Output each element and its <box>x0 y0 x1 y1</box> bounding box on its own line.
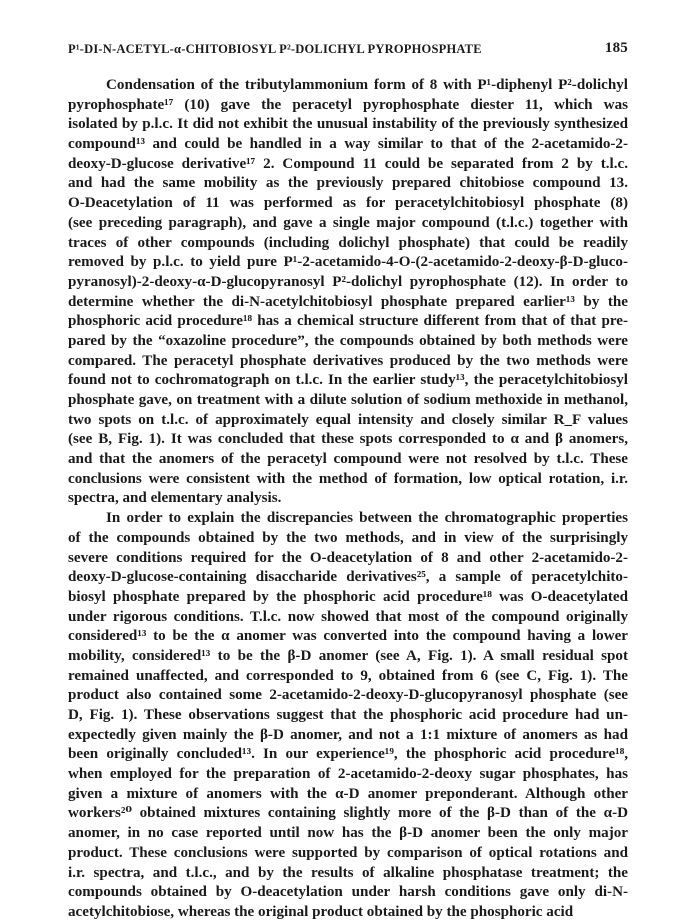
text-line: Condensation of the tributylammonium form of 8 with P¹-diphenyl P²-dolichyl <box>106 77 628 93</box>
text-line: mobility, considered¹³ to be the β-D anomer (see A, Fig. 1). A small residual spot <box>68 647 628 664</box>
text-line: given a mixture of anomers with the α-D anomer preponderant. Although other <box>68 785 628 802</box>
text-line: i.r. spectra, and t.l.c., and by the results of alkaline phosphatase treatment; the <box>68 864 628 881</box>
page-header <box>68 40 628 62</box>
text-line: remained unaffected, and corresponded to 9, obtained from 6 (see C, Fig. 1). The <box>68 667 628 684</box>
text-line: under rigorous conditions. T.l.c. now showed that most of the compound originally <box>68 608 628 625</box>
text-line: phosphoric acid procedure¹⁸ has a chemical structure different from that of that pre- <box>68 313 628 330</box>
paragraph <box>68 76 628 509</box>
text-line: deoxy-D-glucose derivative¹⁷ 2. Compound 11 could be separated from 2 by t.l.c. <box>68 155 628 172</box>
text-line: two spots on t.l.c. of approximately equal intensity and closely similar R_F values <box>68 411 628 428</box>
text-line: been originally concluded¹³. In our experience¹⁹, the phosphoric acid procedure¹⁸, <box>68 746 628 763</box>
text-line: pared by the “oxazoline procedure”, the compounds obtained by both methods were <box>68 332 628 349</box>
page-number: 185 <box>604 40 628 56</box>
text-line: pyrophosphate¹⁷ (10) gave the peracetyl pyrophosphate diester 11, which was <box>68 96 628 113</box>
text-line: conclusions were consistent with the method of formation, low optical rotation, i.r. <box>68 470 628 487</box>
text-line: (see B, Fig. 1). It was concluded that these spots corresponded to α and β anomers, <box>68 431 628 448</box>
text-line: phosphate gave, on treatment with a dilute solution of sodium methoxide in methanol, <box>68 392 628 408</box>
text-line: severe conditions required for the O-deacetylation of 8 and other 2-acetamido-2- <box>68 549 628 566</box>
text-line: found not to cochromatograph on t.l.c. In the earlier study¹³, the peracetylchitobiosyl <box>68 372 628 389</box>
text-line: spectra, and elementary analysis. <box>68 490 282 507</box>
text-line: and had the same mobility as the previously prepared chitobiose compound 13. <box>68 175 628 192</box>
text-line: determine whether the di-N-acetylchitobiosyl phosphate prepared earlier¹³ by the <box>68 293 628 310</box>
text-line: acetylchitobiose, whereas the original product obtained by the phosphoric acid <box>68 903 574 920</box>
text-line: (see preceding paragraph), and gave a single major compound (t.l.c.) together with <box>68 214 628 231</box>
text-line: expectedly given mainly the β-D anomer, and not a 1:1 mixture of anomers as had <box>68 726 628 743</box>
text-line: deoxy-D-glucose-containing disaccharide derivatives²⁵, a sample of peracetylchito- <box>68 569 628 586</box>
text-line: pyranosyl)-2-deoxy-α-D-glucopyranosyl P²-dolichyl pyrophosphate (12). In order to <box>68 273 628 290</box>
text-line: product. These conclusions were supported by comparison of optical rotations and <box>68 844 628 861</box>
text-line: traces of other compounds (including dolichyl phosphate) that could be readily <box>68 234 628 251</box>
body-text <box>68 76 628 923</box>
text-line: workers²⁰ obtained mixtures containing slightly more of the β-D than of the α-D <box>68 805 628 822</box>
text-line: D, Fig. 1). These observations suggest that the phosphoric acid procedure had un- <box>68 707 628 723</box>
text-line: when employed for the preparation of 2-acetamido-2-deoxy sugar phosphates, has <box>68 766 628 783</box>
text-line: In order to explain the discrepancies between the chromatographic properties <box>106 510 628 527</box>
text-line: considered¹³ to be the α anomer was converted into the compound having a lower <box>68 628 628 645</box>
text-line: isolated by p.l.c. It did not exhibit the unusual instability of the previously synthesized <box>68 116 628 133</box>
text-line: of the compounds obtained by the two methods, and in view of the surprisingly <box>68 529 628 546</box>
text-line: product also contained some 2-acetamido-2-deoxy-D-glucopyranosyl phosphate (see <box>68 687 628 704</box>
text-line: biosyl phosphate prepared by the phosphoric acid procedure¹⁸ was O-deacetylated <box>68 588 628 605</box>
text-line: O-Deacetylation of 11 was performed as for peracetylchitobiosyl phosphate (8) <box>68 195 628 212</box>
text-line: anomer, in no case reported until now has the β-D anomer been the only major <box>68 825 628 842</box>
text-line: removed by p.l.c. to yield pure P¹-2-acetamido-4-O-(2-acetamido-2-deoxy-β-D-gluco- <box>68 254 628 271</box>
running-head: P¹-DI-N-ACETYL-α-CHITOBIOSYL P²-DOLICHYL PYROPHOSPHATE <box>68 42 482 56</box>
text-line: compared. The peracetyl phosphate derivatives produced by the two methods were <box>68 352 628 369</box>
text-line: compounds obtained by O-deacetylation under harsh conditions gave only di-N- <box>68 884 628 901</box>
paragraph <box>68 509 628 922</box>
text-line: and that the anomers of the peracetyl compound were not resolved by t.l.c. These <box>68 451 628 468</box>
text-line: compound¹³ and could be handled in a way similar to that of the 2-acetamido-2- <box>68 136 628 153</box>
